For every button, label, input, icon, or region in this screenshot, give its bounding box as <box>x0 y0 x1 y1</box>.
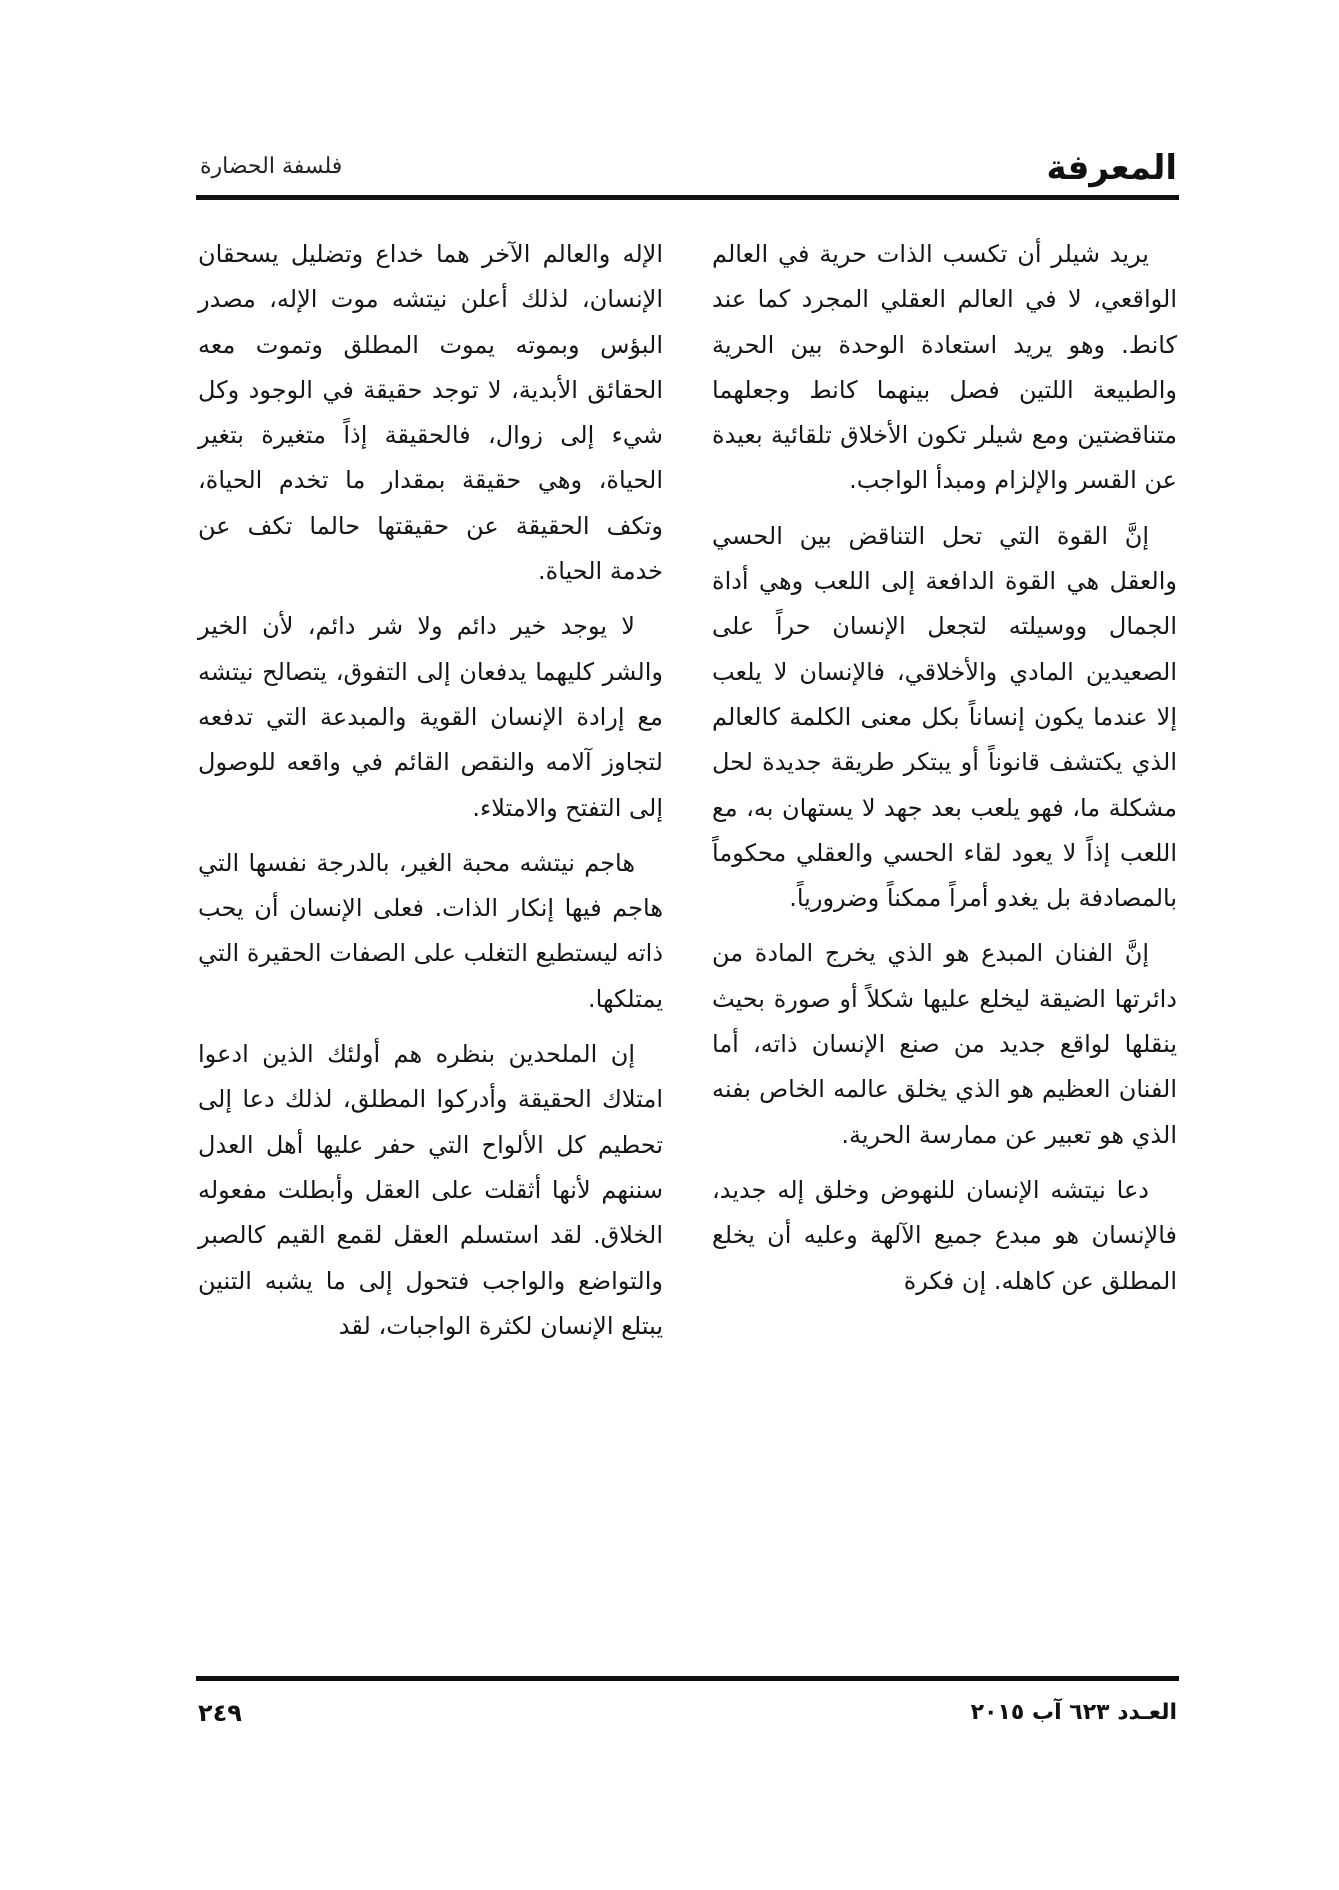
paragraph: إنَّ القوة التي تحل التناقض بين الحسي والعقل هي القوة الدافعة إلى اللعب وهي أداة الجمال ووسيلته لتجعل الإنسان حراً على الصعيدين المادي والأخلاقي، فالإنسان لا يلعب إلا عندما يكون إنساناً بكل معنى الكلمة كالعالم الذي يكتشف قانوناً أو يبتكر طريقة جديدة لحل مشكلة ما، فهو يلعب بعد جهد لا يستهان به، مع اللعب إذاً لا يعود لقاء الحسي والعقلي محكوماً بالمصادفة بل يغدو أمراً ممكناً وضرورياً. <box>712 521 1177 913</box>
text-column-left <box>198 232 663 1359</box>
paragraph: الإله والعالم الآخر هما خداع وتضليل يسحقان الإنسان، لذلك أعلن نيتشه موت الإله، مصدر البؤس وبموته يموت المطلق وتموت معه الحقائق الأبدية، لا توجد حقيقة في الوجود وكل شيء إلى زوال، فالحقيقة إذاً متغيرة بتغير الحياة، وهي حقيقة بمقدار ما تخدم الحياة، وتكف الحقيقة عن حقيقتها حالما تكف عن خدمة الحياة. <box>198 240 663 586</box>
footer-rule <box>196 1676 1179 1681</box>
paragraph: دعا نيتشه الإنسان للنهوض وخلق إله جديد، فالإنسان هو مبدع جميع الآلهة وعليه أن يخلع المطلق عن كاهله. إن فكرة <box>712 1175 1177 1295</box>
paragraph: لا يوجد خير دائم ولا شر دائم، لأن الخير والشر كليهما يدفعان إلى التفوق، يتصالح نيتشه مع إرادة الإنسان القوية والمبدعة التي تدفعه لتجاوز آلامه والنقص القائم في واقعه للوصول إلى التفتح والامتلاء. <box>198 612 663 822</box>
magazine-logo: المعرفة <box>1046 148 1177 188</box>
paragraph: يريد شيلر أن تكسب الذات حرية في العالم الواقعي، لا في العالم العقلي المجرد كما عند كانط. وهو يريد استعادة الوحدة بين الحرية والطبيعة اللتين فصل بينهما كانط وجعلهما متناقضتين ومع شيلر تكون الأخلاق تلقائية بعيدة عن القسر والإلزام ومبدأ الواجب. <box>712 240 1177 495</box>
text-column-right <box>712 232 1177 1314</box>
paragraph: إنَّ الفنان المبدع هو الذي يخرج المادة من دائرتها الضيقة ليخلع عليها شكلاً أو صورة بحيث ينقلها لواقع جديد من صنع الإنسان ذاته، أما الفنان العظيم هو الذي يخلق عالمه الخاص بفنه الذي هو تعبير عن ممارسة الحرية. <box>712 939 1177 1149</box>
paragraph: هاجم نيتشه محبة الغير، بالدرجة نفسها التي هاجم فيها إنكار الذات. فعلى الإنسان أن يحب ذاته ليستطيع التغلب على الصفات الحقيرة التي يمتلكها. <box>198 848 663 1013</box>
paragraph: إن الملحدين بنظره هم أولئك الذين ادعوا امتلاك الحقيقة وأدركوا المطلق، لذلك دعا إلى تحطيم كل الألواح التي حفر عليها أهل العدل سننهم لأنها أثقلت على العقل وأبطلت مفعوله الخلاق. لقد استسلم العقل لقمع القيم كالصبر والتواضع والواجب فتحول إلى ما يشبه التنين يبتلع الإنسان لكثرة الواجبات، لقد <box>198 1040 663 1340</box>
issue-info: العـدد ٦٢٣ آب ٢٠١٥ <box>970 1700 1177 1725</box>
section-title: فلسفة الحضارة <box>200 154 343 179</box>
header-rule <box>196 195 1179 200</box>
page-number: ٢٤٩ <box>198 1699 242 1727</box>
